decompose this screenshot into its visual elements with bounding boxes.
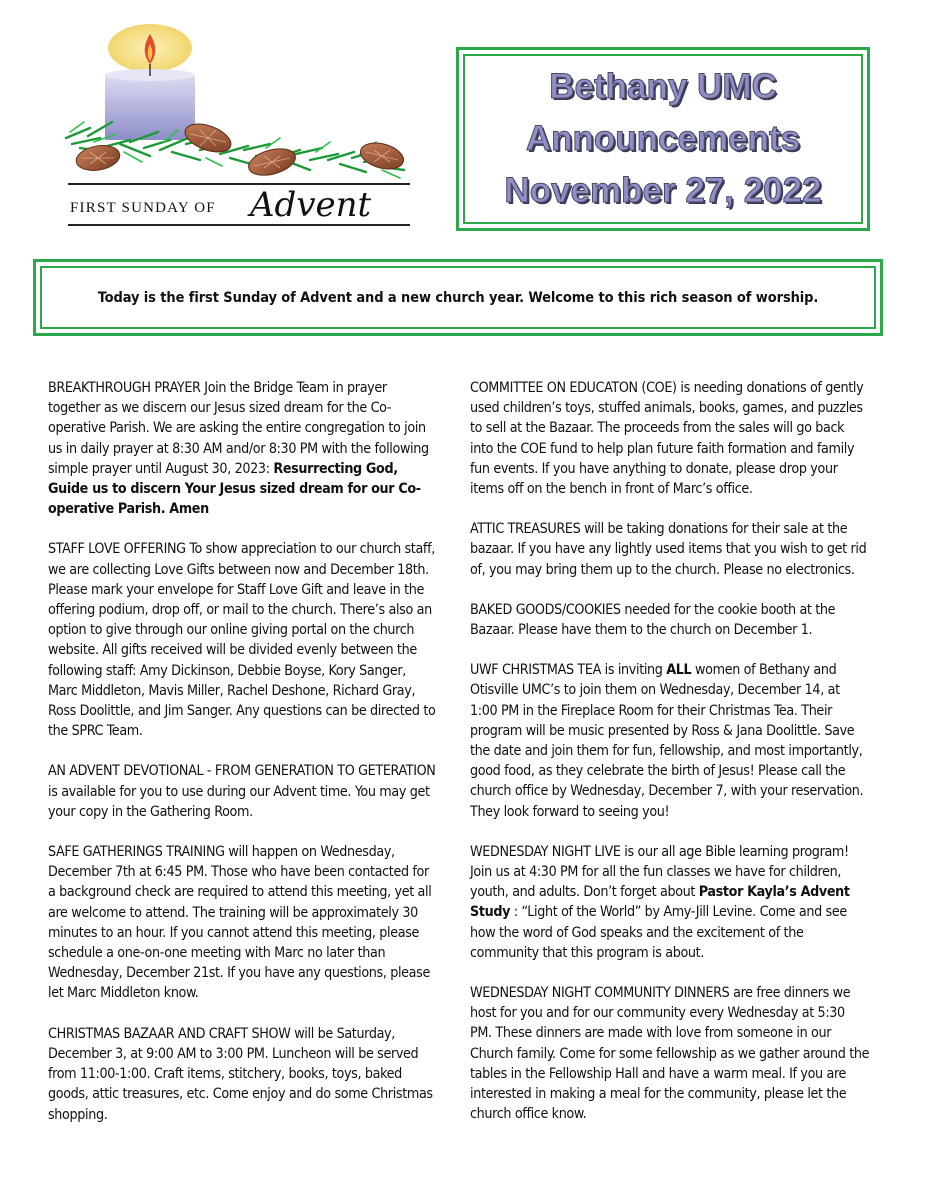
logo-caption-script: Advent [250, 185, 372, 225]
announcement-uwf-christmas-tea [470, 660, 870, 822]
announcement-baked-goods [470, 600, 870, 640]
prayer-text: Resurrecting God, Guide us to discern Your Jesus sized dream for our Co-operative Parish. Amen [48, 460, 421, 518]
announcement-body: is our all age Bible learning program! Join us at 4:30 PM for all the fun classes we have for children, youth, and adults. Don’t forget about [470, 843, 849, 901]
announcement-heading: WEDNESDAY NIGHT COMMUNITY DINNERS [470, 985, 730, 1002]
logo-caption-small: First Sunday of [70, 200, 216, 216]
announcement-heading: STAFF LOVE OFFERING [48, 541, 186, 558]
announcement-advent-devotional [48, 761, 438, 822]
advent-study-title: Pastor Kayla’s Advent Study [470, 884, 850, 921]
announcement-christmas-bazaar [48, 1024, 438, 1125]
announcement-heading: SAFE GATHERINGS TRAINING [48, 844, 225, 861]
announcement-heading: UWF CHRISTMAS TEA [470, 662, 601, 679]
left-column [48, 378, 438, 1145]
advent-candle-icon [60, 20, 415, 230]
announcement-heading: AN ADVENT DEVOTIONAL - FROM GENERATION TO GETERATION [48, 763, 436, 780]
announcement-body: is available for you to use during our Advent time. You may get your copy in the Gathering Room. [48, 783, 430, 820]
announcement-heading: ATTIC TREASURES [470, 521, 581, 538]
welcome-banner-text: Today is the first Sunday of Advent and a new church year. Welcome to this rich season of worship. [40, 266, 876, 329]
title-church-name: Bethany UMC [549, 67, 777, 106]
announcement-body: : “Light of the World” by Amy-Jill Levine. Come and see how the word of God speaks and the excitement of the community that this program is about. [470, 904, 847, 961]
announcement-body: will happen on Wednesday, December 7th at 6:45 PM. Those who have been contacted for a background check are required to attend this meeting, yet all are welcome to attend. The training will be approximately 30 minutes to an hour. If you cannot attend this meeting, please schedule a one-on-one meeting with Marc no later than Wednesday, December 21st. If you have any questions, please let Marc Middleton know. [48, 844, 432, 1002]
announcement-body: needed for the cookie booth at the Bazaar. Please have them to the church on December 1. [470, 601, 836, 639]
announcement-body: (COE) is needing donations of gently used children’s toys, stuffed animals, books, games, and puzzles to sell at the Bazaar. The proceeds from the sales will go back into the COE fund to help plan future faith formation and family fun events. If you have anything to donate, please drop your items off on the bench in front of Marc’s office. [470, 380, 864, 498]
title-date: November 27, 2022 [504, 171, 822, 210]
announcement-heading: COMMITTEE ON EDUCATON [470, 380, 638, 396]
announcement-heading: BAKED GOODS/COOKIES [470, 601, 621, 618]
title-announcements: Announcements [525, 119, 801, 158]
title-box [456, 47, 870, 231]
announcement-heading: BREAKTHROUGH PRAYER [48, 380, 201, 396]
emphasis-all: ALL [666, 662, 692, 679]
announcement-body: Join the Bridge Team in prayer together as we discern our Jesus sized dream for the Co-operative Parish. We are asking the entire congregation to join us in daily prayer at 8:30 AM and/or 8:30 PM with the following simple prayer until August 30, 2023: [48, 380, 429, 477]
announcement-body: will be taking donations for their sale at the bazaar. If you have any lightly used items that you wish to get rid of, you may bring them up to the church. Please no electronics. [470, 521, 867, 578]
announcement-breakthrough-prayer [48, 378, 438, 519]
announcement-heading: WEDNESDAY NIGHT LIVE [470, 843, 621, 860]
announcement-body: To show appreciation to our church staff, we are collecting Love Gifts between now and December 18th. Please mark your envelope for Staff Love Gift and leave in the offering podium, drop off, or mail to the church. There’s also an option to give through our online giving portal on the church website. All gifts received will be divided evenly between the following staff: Amy Dickinson, Debbie Boyse, Kory Sanger, Marc Middleton, Mavis Miller, Rachel Deshone, Richard Gray, Ross Doolittle, and Jim Sanger. Any questions can be directed to the SPRC Team. [48, 541, 436, 740]
announcement-wednesday-night-live [470, 842, 870, 963]
announcement-community-dinners [470, 983, 870, 1124]
title-inner [463, 54, 863, 224]
welcome-banner [33, 259, 883, 336]
announcement-heading: CHRISTMAS BAZAAR AND CRAFT SHOW [48, 1025, 291, 1042]
announcement-attic-treasures [470, 519, 870, 580]
announcement-body: will be Saturday, December 3, at 9:00 AM to 3:00 PM. Luncheon will be served from 11:00-1:00. Craft items, stitchery, books, toys, baked goods, attic treasures, etc. Come enjoy and do some Christmas shopping. [48, 1025, 433, 1123]
announcement-body: are free dinners we host for you and for our community every Wednesday at 5:30 PM. These dinners are made with love from someone in our Church family. Come for some fellowship as we gather around the tables in the Fellowship Hall and have a warm meal. If you are interested in making a meal for the community, please let the church office know. [470, 985, 870, 1123]
right-column [470, 378, 870, 1145]
announcement-staff-love-offering [48, 539, 438, 741]
announcement-body: women of Bethany and Otisville UMC’s to join them on Wednesday, December 14, at 1:00 PM in the Fireplace Room for their Christmas Tea. Their program will be music presented by Ross & Jana Doolittle. Save the date and join them for fun, fellowship, and most importantly, good food, as they celebrate the birth of Jesus! Please call the church office by Wednesday, December 7, with your reservation. They look forward to seeing you! [470, 662, 864, 820]
announcement-body: is inviting [600, 662, 667, 679]
first-sunday-of-advent-logo [60, 20, 415, 230]
announcement-committee-on-education [470, 378, 870, 499]
announcement-safe-gatherings [48, 842, 438, 1004]
